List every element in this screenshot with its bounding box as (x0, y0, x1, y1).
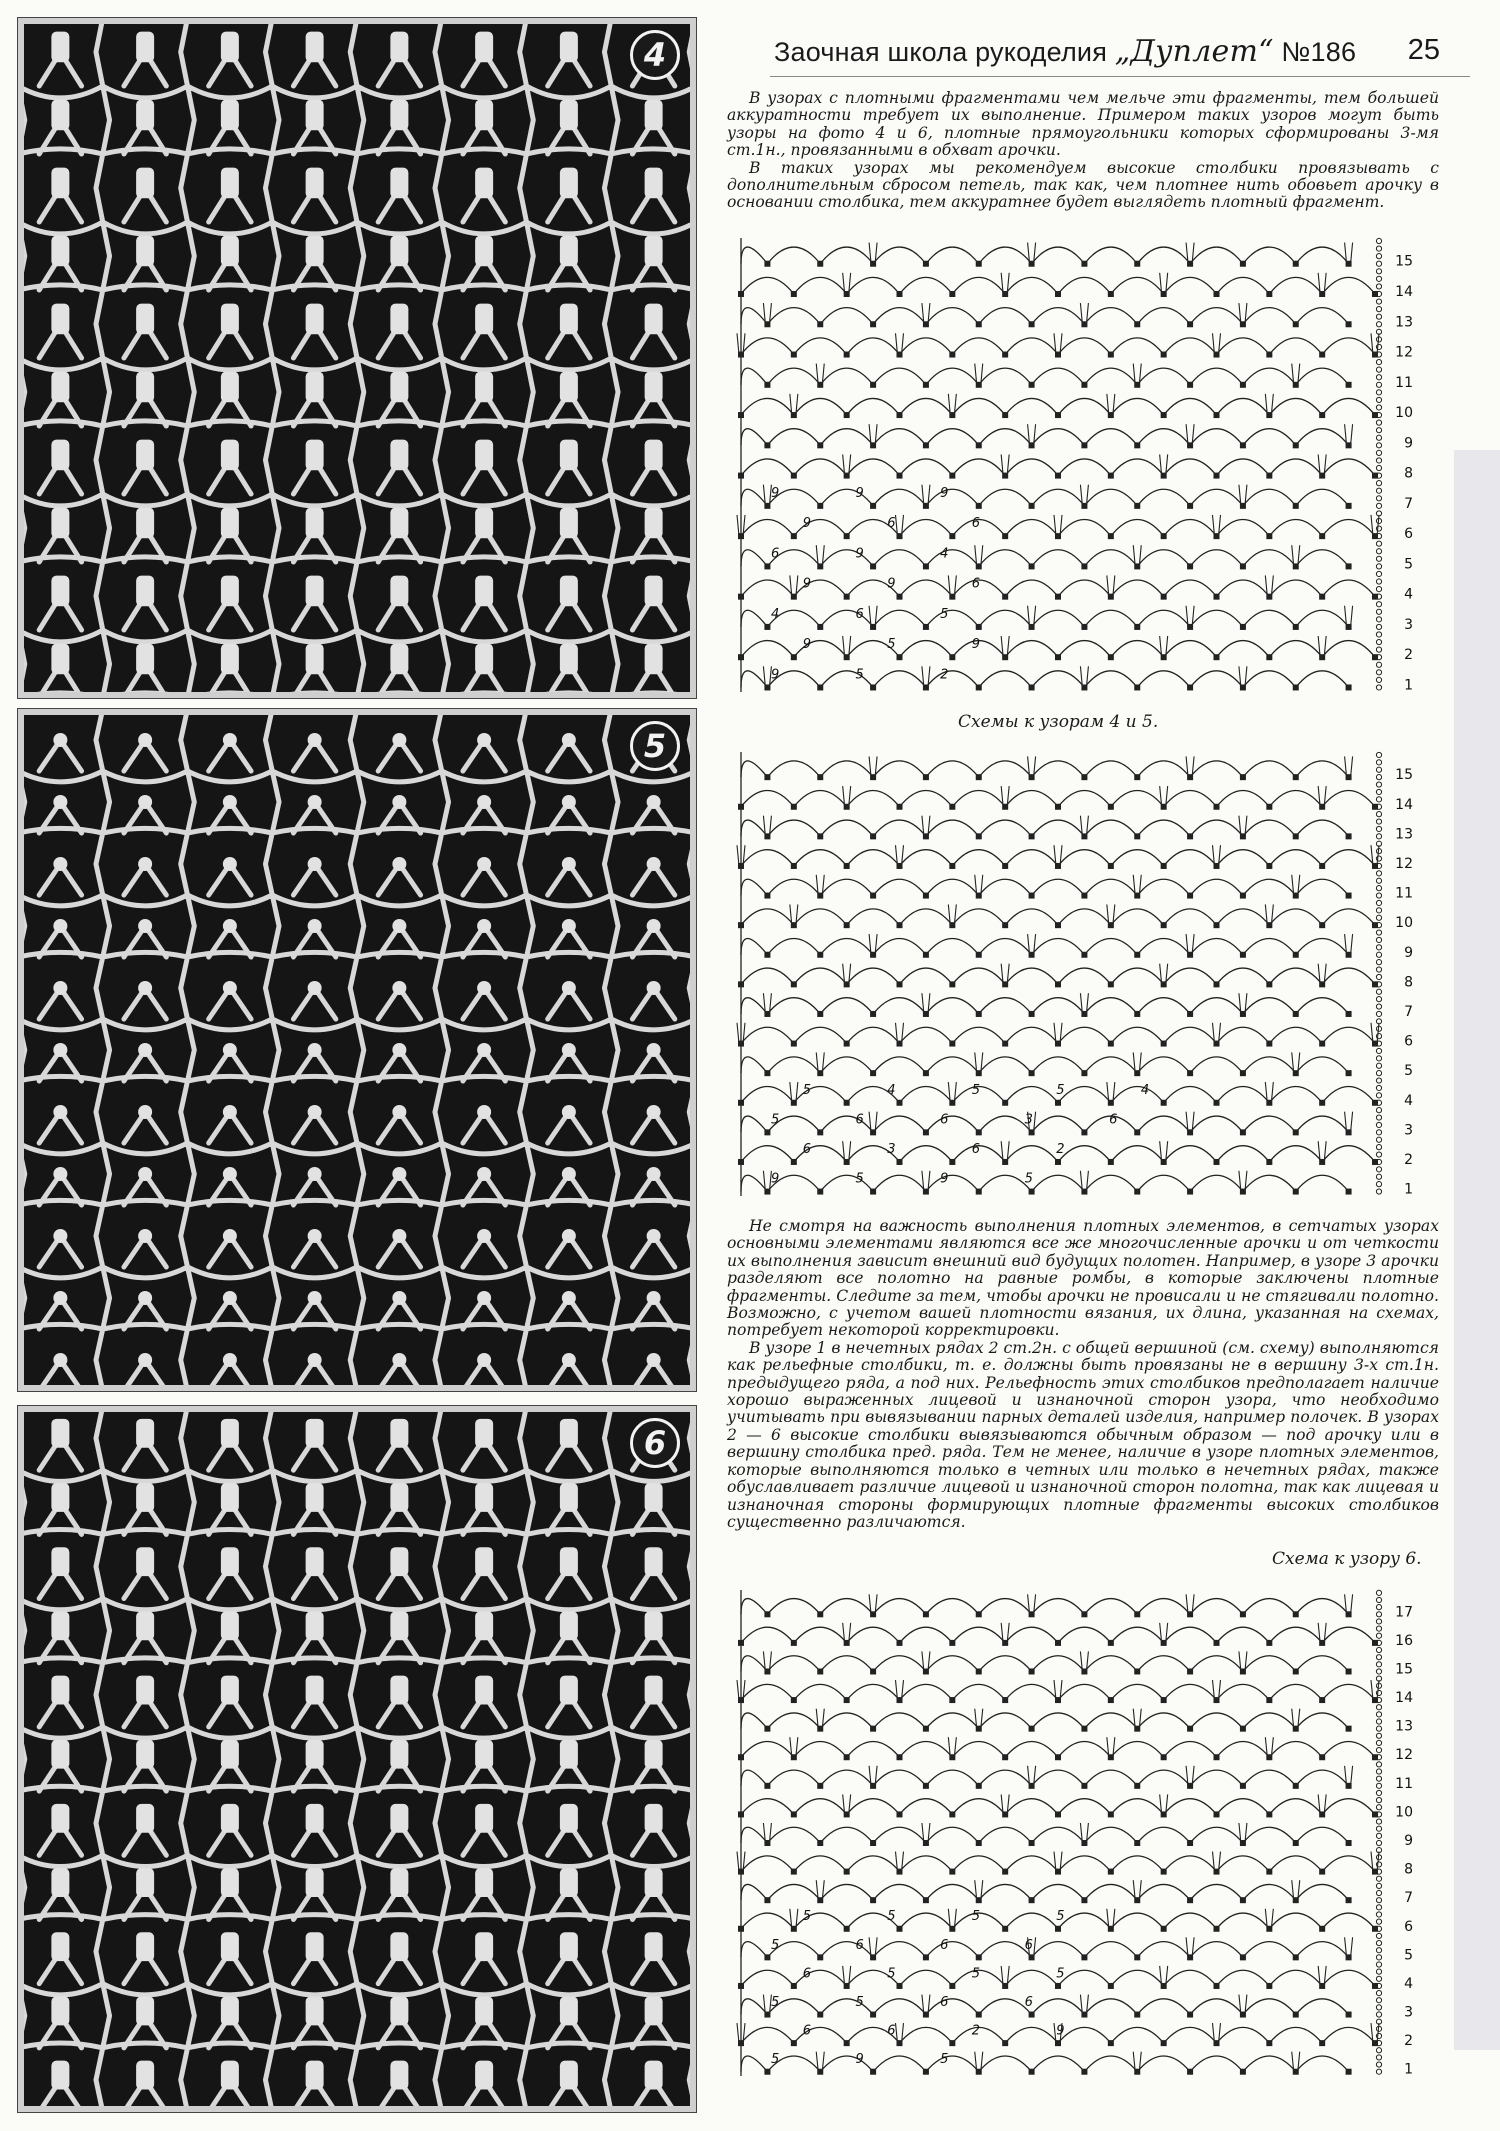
chain-count-label: 9 (940, 485, 949, 501)
chain-count-label: 6 (940, 1937, 949, 1953)
row-number: 12 (1395, 855, 1413, 872)
issue-number: №186 (1281, 37, 1357, 67)
row-number: 4 (1404, 1092, 1413, 1109)
chain-count-label: 5 (771, 2052, 780, 2068)
row-number: 17 (1395, 1604, 1413, 1621)
photo-pattern-4 (17, 17, 697, 699)
chain-count-label: 5 (855, 1994, 864, 2010)
row-number: 5 (1404, 1063, 1413, 1080)
chain-count-label: 9 (855, 485, 864, 501)
pattern-number-badge: 4 (630, 30, 680, 80)
body-text (727, 1218, 1439, 1531)
chain-count-label: 6 (1109, 1112, 1118, 1128)
chain-count-label: 5 (771, 1112, 780, 1128)
row-number: 16 (1395, 1632, 1413, 1649)
chain-count-label: 5 (1056, 1966, 1065, 1982)
chain-count-label: 6 (771, 546, 780, 562)
row-number: 10 (1395, 1804, 1413, 1821)
lace-image-6 (18, 1406, 696, 2112)
row-number: 8 (1404, 974, 1413, 991)
chain-count-label: 9 (771, 485, 780, 501)
chain-count-label: 5 (971, 1082, 981, 1098)
chain-count-label: 5 (855, 667, 864, 683)
row-number: 3 (1404, 1122, 1413, 1139)
row-number: 9 (1404, 435, 1413, 452)
chain-count-label: 5 (887, 1966, 896, 1982)
chain-count-label: 9 (1056, 2023, 1065, 2039)
row-number: 2 (1404, 1151, 1413, 1168)
row-number: 15 (1395, 253, 1413, 270)
row-number: 1 (1404, 677, 1413, 694)
row-number: 11 (1395, 374, 1413, 391)
chain-count-label: 9 (802, 637, 811, 653)
magazine-name: „Дуплет“ (1114, 34, 1274, 69)
magazine-title (774, 34, 1356, 69)
chain-count-label: 5 (802, 1909, 811, 1925)
page-number: 25 (1407, 34, 1440, 66)
row-number: 6 (1404, 1918, 1413, 1935)
row-number: 5 (1404, 1947, 1413, 1964)
row-number: 13 (1395, 314, 1413, 331)
chain-count-label: 2 (971, 2023, 981, 2039)
chain-count-label: 6 (1024, 1994, 1033, 2010)
chain-count-label: 5 (887, 1909, 896, 1925)
row-number: 4 (1404, 586, 1413, 603)
row-number: 7 (1404, 1890, 1413, 1907)
row-number: 6 (1404, 526, 1413, 543)
chain-count-label: 4 (1140, 1082, 1150, 1098)
chain-count-label: 5 (771, 1937, 780, 1953)
chain-count-label: 6 (971, 516, 981, 532)
row-number: 5 (1404, 556, 1413, 573)
pattern-number-badge: 5 (630, 721, 680, 771)
intro-text (727, 90, 1439, 212)
chain-count-label: 4 (940, 546, 949, 562)
chain-count-label: 6 (971, 1142, 981, 1158)
row-number: 15 (1395, 767, 1413, 784)
chain-count-label: 9 (887, 576, 896, 592)
chain-count-label: 3 (887, 1142, 896, 1158)
row-number: 9 (1404, 944, 1413, 961)
row-number: 3 (1404, 616, 1413, 633)
chain-count-label: 9 (855, 2052, 864, 2068)
chain-count-label: 4 (887, 1082, 896, 1098)
row-number: 10 (1395, 915, 1413, 932)
row-number: 11 (1395, 1775, 1413, 1792)
chain-count-label: 9 (771, 667, 780, 683)
row-number: 12 (1395, 1747, 1413, 1764)
row-number: 2 (1404, 2033, 1413, 2050)
school-title: Заочная школа рукоделия (774, 37, 1108, 67)
paragraph: Не смотря на важность выполнения плотных элементов, в сетчатых узорах основными элементами являются все же многочисленные арочки и от четкости их выполнения зависит внешний вид будущих полотен. Например, в узоре 3 арочки разделяют все полотно на равные ромбы, в которые заключены плотные фрагменты. Следите за тем, чтобы арочки не провисали и не стягивали полотно. Возможно, с учетом вашей плотности вязания, их длина, указанная на схемах, потребует некоторой корректировки. (727, 1217, 1439, 1340)
chain-count-label: 5 (887, 637, 896, 653)
row-number: 10 (1395, 405, 1413, 422)
caption-charts-4-5: Схемы к узорам 4 и 5. (958, 712, 1159, 732)
page-header (770, 28, 1470, 77)
chain-count-label: 6 (1024, 1937, 1033, 1953)
row-number: 14 (1395, 1690, 1413, 1707)
chain-count-label: 5 (1056, 1909, 1065, 1925)
row-number: 2 (1404, 647, 1413, 664)
row-number: 9 (1404, 1833, 1413, 1850)
chain-count-label: 5 (1024, 1171, 1033, 1187)
chain-count-label: 5 (802, 1082, 811, 1098)
photo-pattern-5 (17, 708, 697, 1392)
row-number: 13 (1395, 1718, 1413, 1735)
crochet-chart-6 (727, 1578, 1415, 2090)
page-edge-shadow (1454, 450, 1500, 2050)
row-number: 15 (1395, 1661, 1413, 1678)
row-number: 6 (1404, 1033, 1413, 1050)
chart-diagram (727, 740, 1415, 1210)
caption-chart-6: Схема к узору 6. (1272, 1549, 1422, 1569)
row-number: 1 (1404, 2061, 1413, 2078)
paragraph: В узорах с плотными фрагментами чем мельче эти фрагменты, тем большей аккуратности требует их выполнение. Примером таких узоров могут быть узоры на фото 4 и 6, плотные прямоугольники которых сформированы 3-мя ст.1н., провязанными в обхват арочки. (727, 89, 1439, 160)
row-number: 7 (1404, 1003, 1413, 1020)
chain-count-label: 6 (971, 576, 981, 592)
row-number: 4 (1404, 1975, 1413, 1992)
paragraph: В таких узорах мы рекомендуем высокие столбики провязывать с дополнительным сбросом петель, так как, чем плотнее нить обовьет арочку в основании столбика, тем аккуратнее будет выглядеть плотный фрагмент. (727, 158, 1439, 212)
chain-count-label: 2 (1056, 1142, 1065, 1158)
row-number: 14 (1395, 796, 1413, 813)
row-number: 8 (1404, 465, 1413, 482)
chain-count-label: 6 (855, 1112, 864, 1128)
chain-count-label: 6 (940, 1112, 949, 1128)
chain-count-label: 9 (771, 1171, 780, 1187)
row-number: 7 (1404, 495, 1413, 512)
crochet-chart-5 (727, 740, 1415, 1210)
chain-count-label: 6 (855, 1937, 864, 1953)
lace-image-4 (18, 18, 696, 698)
row-number: 14 (1395, 283, 1413, 300)
chain-count-label: 4 (771, 606, 780, 622)
chain-count-label: 5 (971, 1909, 981, 1925)
photo-pattern-6 (17, 1405, 697, 2113)
chain-count-label: 5 (971, 1966, 981, 1982)
chain-count-label: 9 (971, 637, 981, 653)
chain-count-label: 6 (887, 2023, 896, 2039)
pattern-number-badge: 6 (630, 1418, 680, 1468)
lace-image-5 (18, 709, 696, 1391)
row-number: 12 (1395, 344, 1413, 361)
crochet-chart-4 (727, 226, 1415, 706)
chain-count-label: 9 (802, 576, 811, 592)
row-number: 11 (1395, 885, 1413, 902)
chain-count-label: 6 (887, 516, 896, 532)
row-number: 8 (1404, 1861, 1413, 1878)
chain-count-label: 3 (1024, 1112, 1033, 1128)
chain-count-label: 6 (855, 606, 864, 622)
row-number: 13 (1395, 826, 1413, 843)
chain-count-label: 6 (802, 1142, 811, 1158)
chain-count-label: 5 (855, 1171, 864, 1187)
chain-count-label: 5 (1056, 1082, 1065, 1098)
chain-count-label: 6 (802, 1966, 811, 1982)
chain-count-label: 5 (940, 606, 949, 622)
chain-count-label: 9 (802, 516, 811, 532)
chart-diagram (727, 1578, 1415, 2090)
chain-count-label: 5 (940, 2052, 949, 2068)
row-number: 1 (1404, 1181, 1413, 1198)
row-number: 3 (1404, 2004, 1413, 2021)
chain-count-label: 6 (940, 1994, 949, 2010)
chain-count-label: 5 (771, 1994, 780, 2010)
chain-count-label: 2 (940, 667, 949, 683)
chain-count-label: 6 (802, 2023, 811, 2039)
chart-diagram (727, 226, 1415, 706)
chain-count-label: 9 (855, 546, 864, 562)
chain-count-label: 9 (940, 1171, 949, 1187)
paragraph: В узоре 1 в нечетных рядах 2 ст.2н. с общей вершиной (см. схему) выполняются как рельефные столбики, т. е. должны быть провязаны не в вершину 3-х ст.1н. предыдущего ряда, а под них. Рельефность этих столбиков предполагает наличие хорошо выраженных лицевой и изнаночной сторон узора, что необходимо учитывать при вывязывании парных деталей изделия, например полочек. В узорах 2 — 6 высокие столбики вывязываются обычным образом — под арочку или в вершину столбика пред. ряда. Тем не менее, наличие в узоре плотных элементов, которые выполняются только в четных или только в нечетных рядах, также обуславливает различие лицевой и изнаночной сторон полотна, так как лицевая и изнаночная стороны формирующих плотные фрагменты высоких столбиков существенно различаются. (727, 1338, 1440, 1531)
